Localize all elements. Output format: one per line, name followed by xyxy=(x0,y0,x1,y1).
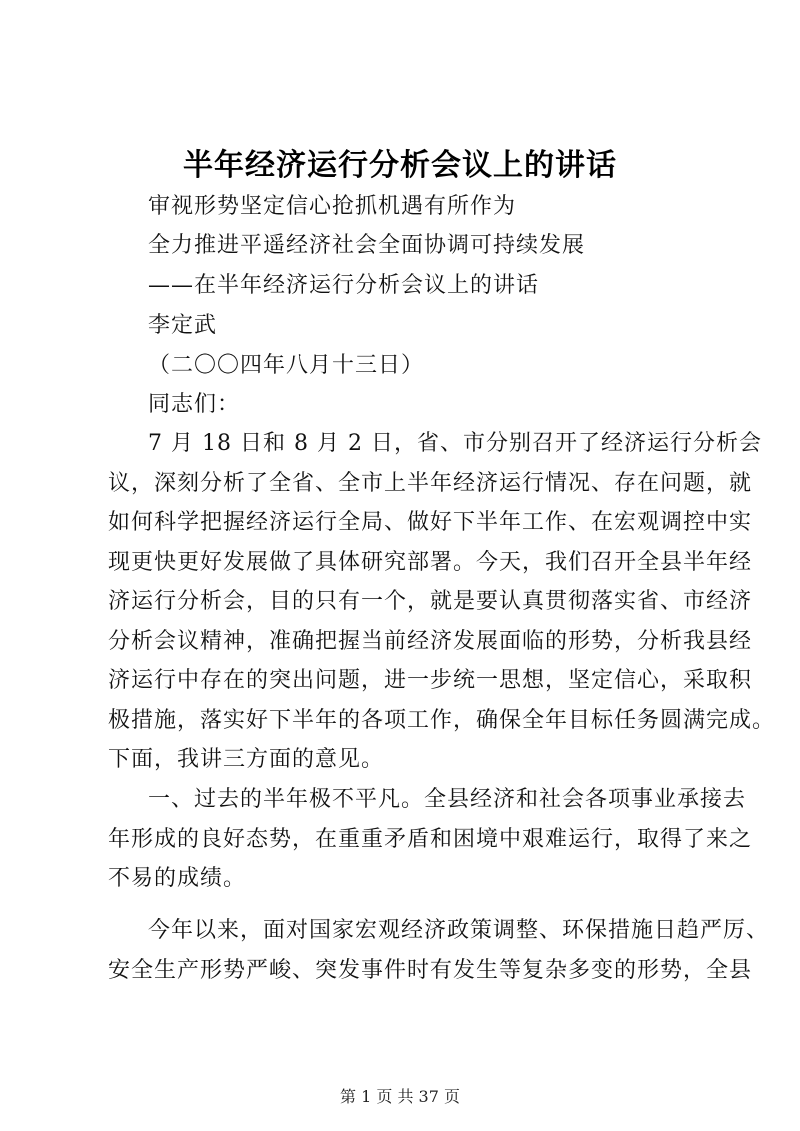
paragraph-3-line: 安全生产形势严峻、突发事件时有发生等复杂多变的形势，全县 xyxy=(108,957,753,983)
paragraph-2-line: 年形成的良好态势，在重重矛盾和困境中艰难运行，取得了来之 xyxy=(108,826,753,852)
subtitle-line-3: ——在半年经济运行分析会议上的讲话 xyxy=(148,273,540,298)
paragraph-1-line: 7 月 18 日和 8 月 2 日，省、市分别召开了经济运行分析会 xyxy=(148,431,762,456)
page-number-footer: 第 1 页 共 37 页 xyxy=(340,1087,460,1106)
paragraph-2 xyxy=(108,780,753,899)
paragraph-3-line: 今年以来，面对国家宏观经济政策调整、环保措施日趋严厉、 xyxy=(148,918,770,943)
paragraph-3 xyxy=(108,911,770,990)
salutation: 同志们： xyxy=(148,392,241,417)
author-name: 李定武 xyxy=(148,313,218,338)
paragraph-1-line: 议，深刻分析了全省、全市上半年经济运行情况、存在问题，就 xyxy=(108,470,753,496)
paragraph-2-line: 不易的成绩。 xyxy=(108,866,247,891)
paragraph-2-line: 一、过去的半年极不平凡。全县经济和社会各项事业承接去 xyxy=(148,787,747,812)
paragraph-1-line: 济运行中存在的突出问题，进一步统一思想，坚定信心，采取积 xyxy=(108,668,753,693)
paragraph-1-line: 极措施，落实好下半年的各项工作，确保全年目标任务圆满完成。 xyxy=(108,707,776,733)
paragraph-1 xyxy=(108,424,776,780)
paragraph-1-line: 分析会议精神，准确把握当前经济发展面临的形势，分析我县经 xyxy=(108,628,753,654)
paragraph-1-line: 下面，我讲三方面的意见。 xyxy=(108,747,385,772)
paragraph-1-line: 如何科学把握经济运行全局、做好下半年工作、在宏观调控中实 xyxy=(108,510,753,535)
document-title: 半年经济运行分析会议上的讲话 xyxy=(183,148,617,183)
subtitle-line-2: 全力推进平遥经济社会全面协调可持续发展 xyxy=(148,233,586,258)
subtitle-line-1: 审视形势坚定信心抢抓机遇有所作为 xyxy=(148,194,517,219)
paragraph-1-line: 现更快更好发展做了具体研究部署。今天，我们召开全县半年经 xyxy=(108,549,753,575)
speech-date: （二〇〇四年八月十三日） xyxy=(148,353,425,378)
paragraph-1-line: 济运行分析会，目的只有一个，就是要认真贯彻落实省、市经济 xyxy=(108,589,753,614)
